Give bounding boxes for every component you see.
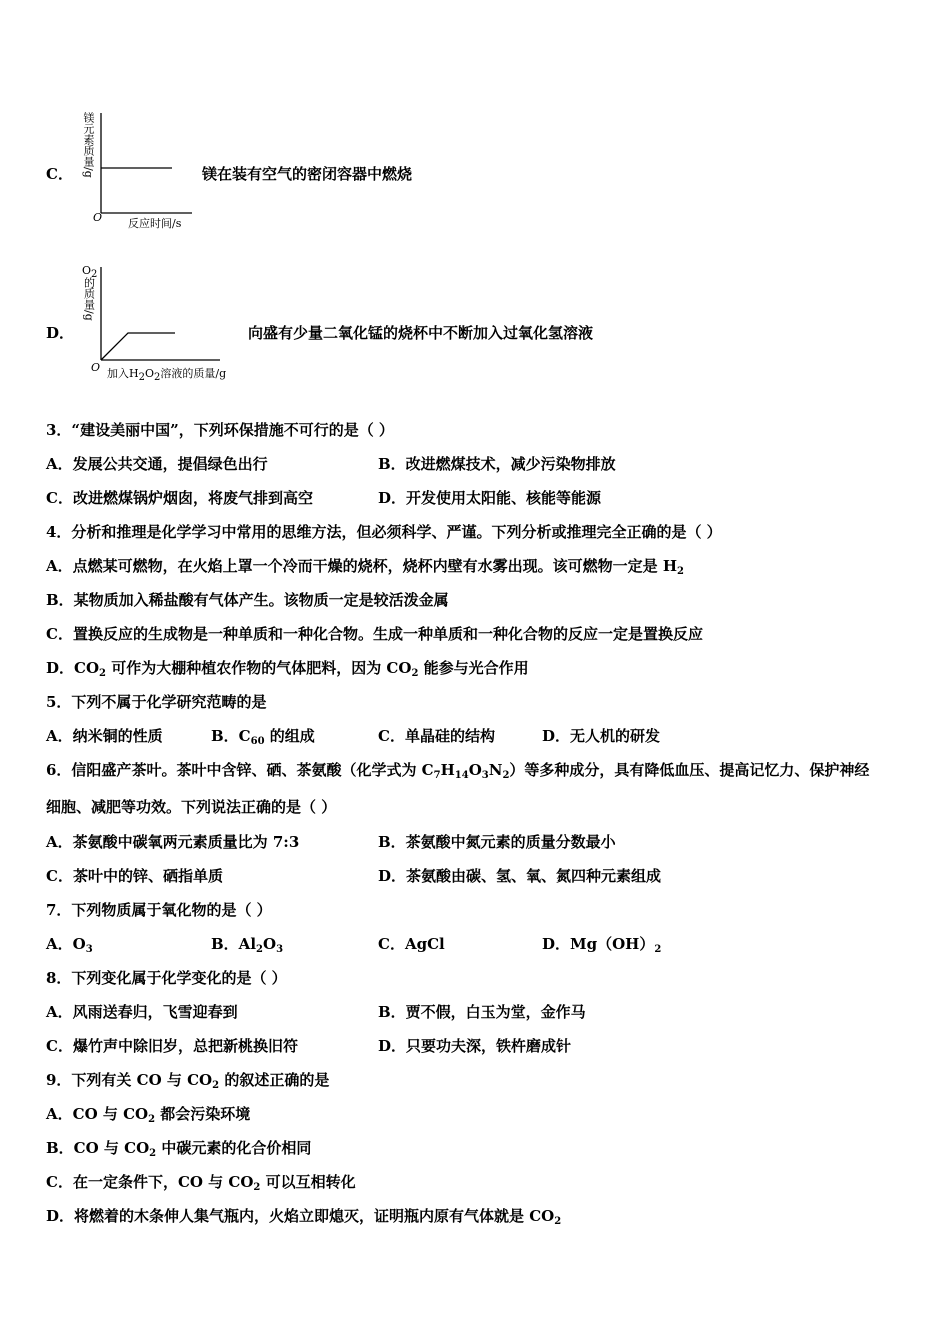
q6-option-d: D．茶氨酸由碳、氢、氧、氮四种元素组成 [378,867,662,885]
q7-option-a: A．$O_3$ [46,935,93,955]
q8-option-d: D．只要功夫深，铁杵磨成针 [378,1037,572,1055]
graph-d-ylabel [82,264,96,324]
q5-stem: 5．下列不属于化学研究范畴的是 [46,693,267,711]
q5-option-d: D．无人机的研发 [542,727,661,745]
q4-stem: 4．分析和推理是化学学习中常用的思维方法，但必须科学、严谨。下列分析或推理完全正确的是（ ） [46,523,722,541]
graph-d [80,262,250,372]
graph-d-ylabel-sub: 2 [91,269,98,280]
q3-option-c: C．改进燃煤锅炉烟囱，将废气排到高空 [46,489,313,507]
q8-stem: 8．下列变化属于化学变化的是（ ） [46,969,287,987]
q3-option-a: A．发展公共交通，提倡绿色出行 [46,455,268,473]
graph-d-line [101,333,175,360]
q7-option-b: B．$Al_2O_3$ [211,935,284,955]
q5-option-c: C．单晶硅的结构 [378,727,495,745]
graph-d-xlabel: 加入$H_2O_2$溶液的质量/g [107,367,227,383]
graph-d-origin: O [91,361,101,374]
q8-option-b: B．贾不假，白玉为堂，金作马 [378,1003,586,1021]
q7-option-c: C．AgCl [378,935,445,953]
q7-option-d: D．$Mg(OH)_2$ [542,935,662,955]
q7-stem: 7．下列物质属于氧化物的是（ ） [46,901,272,919]
q9-option-b: B．CO 与 $CO_2$ 中碳元素的化合价相同 [46,1139,312,1159]
graph-d-ylabel-o: O [82,264,92,277]
q6-option-a: A．茶氨酸中碳氧两元素质量比为 7:3 [46,833,300,851]
q3-option-d: D．开发使用太阳能、核能等能源 [378,489,602,507]
q6-stem-line2: 细胞、减肥等功效。下列说法正确的是（ ） [46,798,337,816]
q3-option-b: B．改进燃煤技术，减少污染物排放 [378,455,616,473]
q8-option-c: C．爆竹声中除旧岁，总把新桃换旧符 [46,1037,298,1055]
q9-option-a: A．CO 与 $CO_2$ 都会污染环境 [46,1105,251,1125]
q8-option-a: A．风雨送春归，飞雪迎春到 [46,1003,238,1021]
option-c-label: C． [46,165,73,183]
graph-c-origin: O [93,211,103,224]
q4-option-d: D．$CO_2$ 可作为大棚种植农作物的气体肥料，因为 $CO_2$ 能参与光合作用 [46,659,529,679]
q4-option-a: A．点燃某可燃物，在火焰上罩一个冷而干燥的烧杯，烧杯内壁有水雾出现。该可燃物一定是 $H_2$ [46,557,685,577]
q9-stem: 9．下列有关 CO 与 $CO_2$ 的叙述正确的是 [46,1071,330,1091]
q5-option-a: A．纳米铜的性质 [46,727,163,745]
q4-option-c: C．置换反应的生成物是一种单质和一种化合物。生成一种单质和一种化合物的反应一定是置换反应 [46,625,703,643]
q9-option-d: D．将燃着的木条伸人集气瓶内，火焰立即熄灭，证明瓶内原有气体就是 $CO_2$ [46,1207,562,1227]
q3-stem: 3．“建设美丽中国”，下列环保措施不可行的是（ ） [46,421,394,439]
graph-d-ylabel-rest: 的质量/g [82,277,96,321]
option-c-desc: 镁在装有空气的密闭容器中燃烧 [202,165,413,183]
q4-option-b: B．某物质加入稀盐酸有气体产生。该物质一定是较活泼金属 [46,591,449,609]
q9-option-c: C．在一定条件下，CO 与 $CO_2$ 可以互相转化 [46,1173,356,1193]
q6-option-c: C．茶叶中的锌、硒指单质 [46,867,223,885]
q6-stem-line1: 6．信阳盛产茶叶。茶叶中含锌、硒、茶氨酸（化学式为 $C_7H_{14}O_3N_2$）等多种成分，具有降低血压、提高记忆力、保护神经 [46,761,870,781]
option-d-label: D． [46,324,75,342]
q5-option-b: B．$C_{60}$ 的组成 [211,727,315,747]
q6-option-b: B．茶氨酸中氮元素的质量分数最小 [378,833,616,851]
option-d-desc: 向盛有少量二氧化锰的烧杯中不断加入过氧化氢溶液 [248,324,594,342]
graph-c-ylabel: 镁元素质量/g [82,112,95,178]
graph-c-xlabel: 反应时间/s [128,217,182,230]
